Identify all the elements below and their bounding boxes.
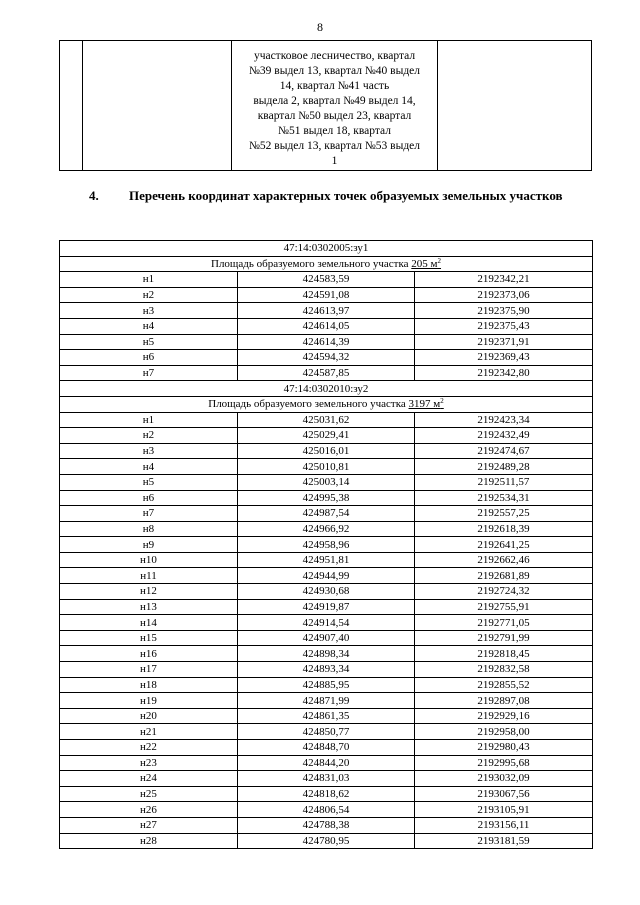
section-heading — [59, 187, 592, 204]
table-cell — [60, 41, 83, 171]
point-name: н10 — [60, 552, 238, 568]
text-line: 14, квартал №41 часть — [279, 80, 390, 92]
coord-y: 2192791,99 — [415, 630, 593, 646]
table-row — [60, 771, 593, 787]
point-name: н19 — [60, 693, 238, 709]
table-row — [60, 272, 593, 288]
coord-y: 2192681,89 — [415, 568, 593, 584]
coord-x: 424907,40 — [238, 630, 415, 646]
coord-x: 424871,99 — [238, 693, 415, 709]
coord-x: 424966,92 — [238, 521, 415, 537]
coord-x: 424919,87 — [238, 599, 415, 615]
plot-header-row — [60, 381, 593, 397]
coord-y: 2192724,32 — [415, 584, 593, 600]
area-value — [409, 398, 444, 410]
coord-x: 425003,14 — [238, 474, 415, 490]
point-name: н23 — [60, 755, 238, 771]
coord-y: 2192929,16 — [415, 708, 593, 724]
coord-x: 424930,68 — [238, 584, 415, 600]
area-number: 3197 м — [408, 398, 441, 411]
coord-y: 2193067,56 — [415, 786, 593, 802]
table-row — [60, 584, 593, 600]
plot-area-row — [60, 256, 593, 272]
coord-x: 424885,95 — [238, 677, 415, 693]
coord-y: 2192342,21 — [415, 272, 593, 288]
table-row — [60, 755, 593, 771]
plot-area — [60, 256, 593, 272]
point-name: н12 — [60, 584, 238, 600]
coord-y: 2192474,67 — [415, 443, 593, 459]
table-row — [60, 817, 593, 833]
table-row — [60, 724, 593, 740]
coord-x: 424587,85 — [238, 365, 415, 381]
point-name: н14 — [60, 615, 238, 631]
coord-x: 424614,05 — [238, 318, 415, 334]
coordinates-table — [59, 240, 593, 849]
coord-x: 425029,41 — [238, 428, 415, 444]
point-name: н11 — [60, 568, 238, 584]
coord-x: 425010,81 — [238, 459, 415, 475]
coord-x: 424806,54 — [238, 802, 415, 818]
point-name: н28 — [60, 833, 238, 849]
point-name: н26 — [60, 802, 238, 818]
coord-x: 424818,62 — [238, 786, 415, 802]
coord-x: 424914,54 — [238, 615, 415, 631]
plot-area-row — [60, 396, 593, 412]
table-row — [60, 303, 593, 319]
point-name: н21 — [60, 724, 238, 740]
coord-y: 2192375,90 — [415, 303, 593, 319]
point-name: н5 — [60, 474, 238, 490]
coord-x: 424844,20 — [238, 755, 415, 771]
coord-y: 2192432,49 — [415, 428, 593, 444]
coord-x: 424951,81 — [238, 552, 415, 568]
point-name: н6 — [60, 490, 238, 506]
area-value — [411, 258, 441, 270]
point-name: н4 — [60, 459, 238, 475]
point-name: н17 — [60, 662, 238, 678]
coord-y: 2193105,91 — [415, 802, 593, 818]
coord-y: 2192771,05 — [415, 615, 593, 631]
point-name: н24 — [60, 771, 238, 787]
coord-x: 424850,77 — [238, 724, 415, 740]
coord-x: 424591,08 — [238, 287, 415, 303]
plot-header-row — [60, 241, 593, 257]
coord-y: 2192557,25 — [415, 506, 593, 522]
section-number: 4. — [89, 188, 99, 203]
table-row — [60, 412, 593, 428]
table-row — [60, 568, 593, 584]
coord-y: 2193181,59 — [415, 833, 593, 849]
point-name: н27 — [60, 817, 238, 833]
coord-y: 2192511,57 — [415, 474, 593, 490]
point-name: н7 — [60, 365, 238, 381]
coord-y: 2192375,43 — [415, 318, 593, 334]
table-row — [60, 552, 593, 568]
table-row — [60, 350, 593, 366]
point-name: н22 — [60, 740, 238, 756]
table-row — [60, 334, 593, 350]
coord-x: 424861,35 — [238, 708, 415, 724]
coord-x: 424788,38 — [238, 817, 415, 833]
table-row — [60, 459, 593, 475]
coord-y: 2192371,91 — [415, 334, 593, 350]
table-cell — [232, 41, 438, 171]
coord-y: 2192342,80 — [415, 365, 593, 381]
table-row — [60, 615, 593, 631]
point-name: н6 — [60, 350, 238, 366]
text-line: №52 выдел 13, квартал №53 выдел — [248, 140, 421, 152]
forestry-description — [232, 41, 437, 169]
table-row — [60, 490, 593, 506]
coord-y: 2192818,45 — [415, 646, 593, 662]
section-title: Перечень координат характерных точек образуемых земельных участков — [129, 188, 563, 203]
table-row — [60, 740, 593, 756]
point-name: н4 — [60, 318, 238, 334]
text-line: 1 — [331, 155, 338, 167]
coord-y: 2193032,09 — [415, 771, 593, 787]
coord-x: 424583,59 — [238, 272, 415, 288]
text-line: квартал №50 выдел 23, квартал — [257, 110, 412, 122]
point-name: н1 — [60, 412, 238, 428]
coord-y: 2192662,46 — [415, 552, 593, 568]
table-row — [60, 428, 593, 444]
coord-y: 2192755,91 — [415, 599, 593, 615]
coord-y: 2192995,68 — [415, 755, 593, 771]
coord-x: 424898,34 — [238, 646, 415, 662]
table-row — [60, 630, 593, 646]
coord-y: 2192958,00 — [415, 724, 593, 740]
coord-x: 424831,03 — [238, 771, 415, 787]
coord-y: 2192855,52 — [415, 677, 593, 693]
text-line: №39 выдел 13, квартал №40 выдел — [248, 65, 421, 77]
coord-x: 425031,62 — [238, 412, 415, 428]
point-name: н7 — [60, 506, 238, 522]
area-number: 205 м — [411, 257, 438, 270]
coord-x: 424780,95 — [238, 833, 415, 849]
table-row — [60, 506, 593, 522]
table-row — [60, 41, 592, 171]
text-line: выдела 2, квартал №49 выдел 14, — [253, 95, 416, 107]
text-line: №51 выдел 18, квартал — [277, 125, 391, 137]
coord-x: 424893,34 — [238, 662, 415, 678]
point-name: н15 — [60, 630, 238, 646]
table-row — [60, 537, 593, 553]
area-unit-exponent: 2 — [440, 397, 444, 406]
coord-y: 2192980,43 — [415, 740, 593, 756]
table-row — [60, 662, 593, 678]
coord-x: 424987,54 — [238, 506, 415, 522]
plot-cadastral-id: 47:14:0302010:зу2 — [60, 381, 593, 397]
point-name: н3 — [60, 443, 238, 459]
point-name: н20 — [60, 708, 238, 724]
coord-x: 424848,70 — [238, 740, 415, 756]
point-name: н2 — [60, 287, 238, 303]
table-row — [60, 287, 593, 303]
coord-y: 2192423,34 — [415, 412, 593, 428]
table-row — [60, 521, 593, 537]
coord-y: 2192897,08 — [415, 693, 593, 709]
point-name: н8 — [60, 521, 238, 537]
table-row — [60, 833, 593, 849]
point-name: н3 — [60, 303, 238, 319]
coord-x: 424995,38 — [238, 490, 415, 506]
point-name: н18 — [60, 677, 238, 693]
point-name: н2 — [60, 428, 238, 444]
table-row — [60, 677, 593, 693]
table-row — [60, 708, 593, 724]
table-row — [60, 693, 593, 709]
table-row — [60, 646, 593, 662]
point-name: н1 — [60, 272, 238, 288]
table-row — [60, 365, 593, 381]
point-name: н16 — [60, 646, 238, 662]
coord-y: 2192373,06 — [415, 287, 593, 303]
table-row — [60, 599, 593, 615]
point-name: н13 — [60, 599, 238, 615]
coord-x: 424613,97 — [238, 303, 415, 319]
coord-y: 2193156,11 — [415, 817, 593, 833]
plot-area — [60, 396, 593, 412]
coord-y: 2192832,58 — [415, 662, 593, 678]
table-row — [60, 443, 593, 459]
table-row — [60, 802, 593, 818]
area-label: Площадь образуемого земельного участка — [208, 398, 406, 411]
point-name: н9 — [60, 537, 238, 553]
point-name: н5 — [60, 334, 238, 350]
continuation-table — [59, 40, 592, 171]
area-unit-exponent: 2 — [437, 256, 442, 265]
table-row — [60, 474, 593, 490]
table-row — [60, 786, 593, 802]
table-cell — [83, 41, 232, 171]
coord-y: 2192489,28 — [415, 459, 593, 475]
page-number: 8 — [317, 20, 323, 34]
coord-x: 424958,96 — [238, 537, 415, 553]
text-line: участковое лесничество, квартал — [253, 50, 416, 62]
coord-x: 425016,01 — [238, 443, 415, 459]
coord-x: 424944,99 — [238, 568, 415, 584]
area-label: Площадь образуемого земельного участка — [211, 257, 409, 270]
coord-y: 2192534,31 — [415, 490, 593, 506]
table-row — [60, 318, 593, 334]
coord-y: 2192369,43 — [415, 350, 593, 366]
plot-cadastral-id: 47:14:0302005:зу1 — [60, 241, 593, 257]
table-cell — [438, 41, 592, 171]
coord-y: 2192641,25 — [415, 537, 593, 553]
point-name: н25 — [60, 786, 238, 802]
coord-y: 2192618,39 — [415, 521, 593, 537]
coord-x: 424594,32 — [238, 350, 415, 366]
coord-x: 424614,39 — [238, 334, 415, 350]
